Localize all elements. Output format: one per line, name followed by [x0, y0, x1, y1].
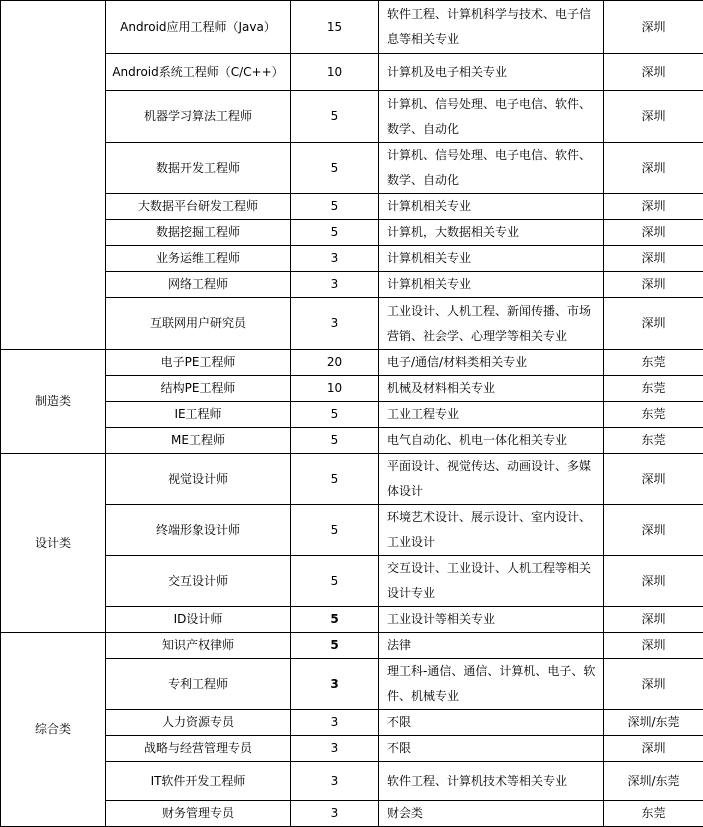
position-cell: 专利工程师: [106, 659, 291, 710]
major-cell: 工业工程专业: [379, 402, 604, 428]
location-cell: 深圳/东莞: [604, 710, 703, 736]
location-cell: 深圳: [604, 736, 703, 762]
major-cell: 机械及材料相关专业: [379, 376, 604, 402]
count-cell: 3: [291, 272, 379, 298]
location-cell: 深圳: [604, 91, 703, 143]
count-cell: 5: [291, 402, 379, 428]
position-cell: 业务运维工程师: [106, 246, 291, 272]
position-cell: 数据挖掘工程师: [106, 220, 291, 246]
location-cell: 深圳: [604, 194, 703, 220]
position-cell: IT软件开发工程师: [106, 762, 291, 801]
table-row: [1, 633, 703, 659]
table-row: [1, 801, 703, 827]
location-cell: 深圳: [604, 1, 703, 54]
position-cell: Android系统工程师（C/C++）: [106, 54, 291, 91]
location-cell: 深圳: [604, 246, 703, 272]
count-cell: 3: [291, 801, 379, 827]
location-cell: 深圳: [604, 54, 703, 91]
table-row: [1, 194, 703, 220]
position-cell: 机器学习算法工程师: [106, 91, 291, 143]
count-cell: 5: [291, 143, 379, 194]
category-cell: 制造类: [1, 350, 106, 454]
count-cell: 3: [291, 762, 379, 801]
location-cell: 深圳: [604, 272, 703, 298]
position-cell: ME工程师: [106, 428, 291, 454]
major-cell: 计算机相关专业: [379, 194, 604, 220]
count-cell: 5: [291, 633, 379, 659]
count-cell: 10: [291, 376, 379, 402]
table-row: [1, 1, 703, 54]
major-cell: 环境艺术设计、展示设计、室内设计、工业设计: [379, 505, 604, 556]
location-cell: 深圳: [604, 505, 703, 556]
position-cell: 终端形象设计师: [106, 505, 291, 556]
major-cell: 计算机及电子相关专业: [379, 54, 604, 91]
count-cell: 5: [291, 91, 379, 143]
location-cell: 深圳: [604, 298, 703, 350]
location-cell: 东莞: [604, 376, 703, 402]
major-cell: 计算机，大数据相关专业: [379, 220, 604, 246]
table-row: [1, 505, 703, 556]
count-cell: 5: [291, 556, 379, 607]
table-row: [1, 298, 703, 350]
position-cell: 电子PE工程师: [106, 350, 291, 376]
major-cell: 不限: [379, 710, 604, 736]
count-cell: 3: [291, 736, 379, 762]
table-row: [1, 556, 703, 607]
location-cell: 深圳: [604, 633, 703, 659]
major-cell: 理工科-通信、通信、计算机、电子、软件、机械专业: [379, 659, 604, 710]
table-row: [1, 376, 703, 402]
location-cell: 东莞: [604, 801, 703, 827]
major-cell: 电气自动化、机电一体化相关专业: [379, 428, 604, 454]
location-cell: 东莞: [604, 350, 703, 376]
position-cell: 战略与经营管理专员: [106, 736, 291, 762]
position-cell: 数据开发工程师: [106, 143, 291, 194]
location-cell: 深圳/东莞: [604, 762, 703, 801]
count-cell: 3: [291, 246, 379, 272]
table-row: [1, 402, 703, 428]
position-cell: 结构PE工程师: [106, 376, 291, 402]
position-cell: ID设计师: [106, 607, 291, 633]
table-row: [1, 350, 703, 376]
table-row: [1, 220, 703, 246]
location-cell: 深圳: [604, 454, 703, 505]
major-cell: 软件工程、计算机科学与技术、电子信息等相关专业: [379, 1, 604, 54]
table-row: [1, 454, 703, 505]
location-cell: 深圳: [604, 143, 703, 194]
count-cell: 5: [291, 220, 379, 246]
position-cell: 大数据平台研发工程师: [106, 194, 291, 220]
table-row: [1, 54, 703, 91]
position-cell: 互联网用户研究员: [106, 298, 291, 350]
position-cell: 交互设计师: [106, 556, 291, 607]
major-cell: 工业设计等相关专业: [379, 607, 604, 633]
category-cell: 综合类: [1, 633, 106, 827]
count-cell: 20: [291, 350, 379, 376]
position-cell: 人力资源专员: [106, 710, 291, 736]
major-cell: 交互设计、工业设计、人机工程等相关设计专业: [379, 556, 604, 607]
table-row: [1, 143, 703, 194]
major-cell: 法律: [379, 633, 604, 659]
table-row: [1, 428, 703, 454]
major-cell: 平面设计、视觉传达、动画设计、多媒体设计: [379, 454, 604, 505]
major-cell: 计算机相关专业: [379, 272, 604, 298]
count-cell: 5: [291, 505, 379, 556]
major-cell: 工业设计、人机工程、新闻传播、市场营销、社会学、心理学等相关专业: [379, 298, 604, 350]
count-cell: 3: [291, 710, 379, 736]
count-cell: 5: [291, 607, 379, 633]
major-cell: 计算机相关专业: [379, 246, 604, 272]
position-cell: 视觉设计师: [106, 454, 291, 505]
count-cell: 3: [291, 298, 379, 350]
position-cell: 财务管理专员: [106, 801, 291, 827]
location-cell: 深圳: [604, 556, 703, 607]
major-cell: 财会类: [379, 801, 604, 827]
position-cell: IE工程师: [106, 402, 291, 428]
count-cell: 3: [291, 659, 379, 710]
table-row: [1, 272, 703, 298]
category-cell: [1, 1, 106, 350]
location-cell: 东莞: [604, 428, 703, 454]
position-cell: Android应用工程师（Java）: [106, 1, 291, 54]
table-row: [1, 91, 703, 143]
location-cell: 深圳: [604, 659, 703, 710]
count-cell: 5: [291, 194, 379, 220]
position-cell: 网络工程师: [106, 272, 291, 298]
table-row: [1, 246, 703, 272]
location-cell: 深圳: [604, 220, 703, 246]
major-cell: 计算机、信号处理、电子电信、软件、数学、自动化: [379, 91, 604, 143]
table-row: [1, 762, 703, 801]
count-cell: 15: [291, 1, 379, 54]
category-cell: 设计类: [1, 454, 106, 633]
table-row: [1, 659, 703, 710]
location-cell: 深圳: [604, 607, 703, 633]
location-cell: 东莞: [604, 402, 703, 428]
major-cell: 不限: [379, 736, 604, 762]
major-cell: 电子/通信/材料类相关专业: [379, 350, 604, 376]
position-cell: 知识产权律师: [106, 633, 291, 659]
major-cell: 计算机、信号处理、电子电信、软件、数学、自动化: [379, 143, 604, 194]
table-row: [1, 736, 703, 762]
major-cell: 软件工程、计算机技术等相关专业: [379, 762, 604, 801]
count-cell: 5: [291, 428, 379, 454]
count-cell: 10: [291, 54, 379, 91]
table-row: [1, 710, 703, 736]
table-row: [1, 607, 703, 633]
count-cell: 5: [291, 454, 379, 505]
